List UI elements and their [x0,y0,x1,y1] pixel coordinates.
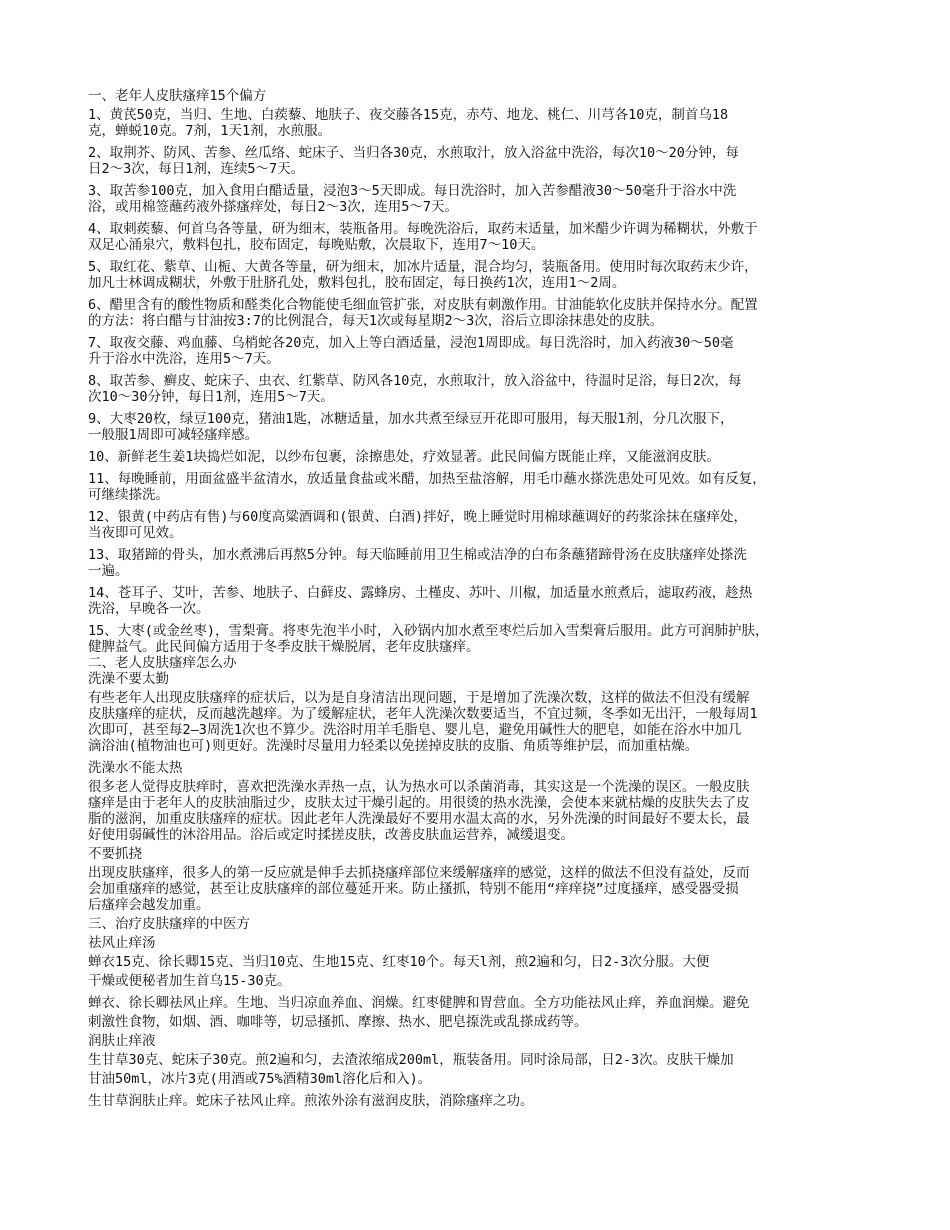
section-heading: 一、老年人皮肤瘙痒15个偏方 [88,88,267,104]
subheading: 润肤止痒液 [88,1033,156,1049]
text-line: 11、每晚睡前，用面盆盛半盆清水，放适量食盐或米醋，加热至盐溶解，用毛巾蘸水搽洗患处可见效。如有反复， [88,471,766,487]
text-line: 蝉衣、徐长卿祛风止痒。生地、当归凉血养血、润燥。红枣健脾和胃营血。全方功能祛风止痒，养血润燥。避免 [88,995,750,1011]
text-line: 浴，或用棉签蘸药液外搽瘙痒处，每日2～3次，连用5～7天。 [88,199,459,215]
text-line: 4、取刺蒺藜、何首乌各等量，研为细末，装瓶备用。每晚洗浴后，取药末适量，加米醋少许调为稀糊状，外敷于 [88,221,758,237]
text-line: 加凡士林调成糊状，外敷于肚脐孔处，敷料包扎，胶布固定，每日换药1次，连用1～2周。 [88,275,626,291]
section-2 [88,655,860,913]
subheading: 不要抓挠 [88,846,142,862]
text-line: 5、取红花、紫草、山栀、大黄各等量，研为细末，加冰片适量，混合均匀，装瓶备用。使用时每次取药末少许， [88,259,758,275]
text-line: 9、大枣20枚，绿豆100克，猪油1匙，冰糖适量，加水共煮至绿豆开花即可服用，每天服1剂，分几次服下， [88,411,734,427]
text-line: 健脾益气。此民间偏方适用于冬季皮肤干燥脱屑，老年皮肤瘙痒。 [88,639,480,655]
text-line: 可继续搽洗。 [88,487,169,503]
section-heading: 三、治疗皮肤瘙痒的中医方 [88,916,250,932]
text-line: 生甘草30克、蛇床子30克。煎2遍和匀，去渣浓缩成200ml，瓶装备用。同时涂局部，日2-3次。皮肤干燥加 [88,1052,734,1068]
text-line: 当夜即可见效。 [88,525,183,541]
text-line: 的方法：将白醋与甘油按3:7的比例混合，每天1次或每星期2～3次，浴后立即涂抹患处的皮肤。 [88,313,664,329]
text-line: 脂的滋润，加重皮肤瘙痒的症状。因此老年人洗澡最好不要用水温太高的水，另外洗澡的时间最好不要太长，最 [88,811,750,827]
document-page [88,88,860,1109]
text-line: 克，蝉蜕10克。7剂，1天1剂，水煎服。 [88,123,332,139]
section-3 [88,916,860,1109]
text-line: 双足心涌泉穴，敷料包扎，胶布固定，每晚贴敷，次晨取下，连用7～10天。 [88,237,545,253]
text-line: 8、取苦参、癣皮、蛇床子、虫衣、红紫草、防风各10克，水煎取汁，放入浴盆中，待温时足浴，每日2次，每 [88,373,742,389]
section-heading: 二、老人皮肤瘙痒怎么办 [88,655,237,671]
text-line: 干燥或便秘者加生首乌15-30克。 [88,973,291,989]
text-line: 刺激性食物，如烟、酒、咖啡等，切忌搔抓、摩擦、热水、肥皂揼洗或乱搽成药等。 [88,1014,588,1030]
text-line: 滴浴油(植物油也可)则更好。洗澡时尽量用力轻柔以免搓掉皮肤的皮脂、角质等维护层，而加重枯燥。 [88,738,699,754]
section-1 [88,88,860,655]
text-line: 后瘙痒会越发加重。 [88,897,210,913]
text-line: 3、取苦参100克，加入食用白醋适量，浸泡3～5天即成。每日洗浴时，加入苦参醋液30～50毫升于浴水中洗 [88,183,737,199]
text-line: 次10～30分钟，每日1剂，连用5～7天。 [88,389,334,405]
text-line: 会加重瘙痒的感觉，甚至让皮肤瘙痒的部位蔓延开来。防止搔抓，特别不能用“痒痒挠”过度搔痒，感受器受损 [88,881,739,897]
subheading: 洗澡不要太勤 [88,671,169,687]
text-line: 很多老人觉得皮肤痒时，喜欢把洗澡水弄热一点，认为热水可以杀菌消毒，其实这是一个洗澡的误区。一般皮肤 [88,779,750,795]
text-line: 出现皮肤瘙痒，很多人的第一反应就是伸手去抓挠瘙痒部位来缓解瘙痒的感觉，这样的做法不但没有益处，反而 [88,865,750,881]
text-line: 15、大枣(或金丝枣)，雪梨膏。将枣先泡半小时，入砂锅内加水煮至枣烂后加入雪梨膏后服用。此方可润肺护肤， [88,623,769,639]
text-line: 一般服1周即可减轻瘙痒感。 [88,427,259,443]
text-line: 皮肤瘙痒的症状，反而越洗越痒。为了缓解症状，老年人洗澡次数要适当，不宜过频，冬季如无出汗，一般每周1 [88,706,758,722]
subheading: 洗澡水不能太热 [88,760,183,776]
text-line: 12、银黄(中药店有售)与60度高粱酒调和(银黄、白酒)拌好，晚上睡觉时用棉球蘸调好的药浆涂抹在瘙痒处， [88,509,748,525]
text-line: 好使用弱碱性的沐浴用品。浴后或定时揉搓皮肤，改善皮肤血运营养，减缓退变。 [88,827,574,843]
text-line: 一遍。 [88,563,129,579]
text-line: 洗浴，早晚各一次。 [88,601,210,617]
text-line: 有些老年人出现皮肤瘙痒的症状后，以为是自身清洁出现问题，于是增加了洗澡次数，这样的做法不但没有缓解 [88,690,750,706]
text-line: 瘙痒是由于老年人的皮肤油脂过少，皮肤太过干燥引起的。用很烫的热水洗澡，会使本来就枯燥的皮肤失去了皮 [88,795,750,811]
text-line: 2、取荆芥、防风、苦参、丝瓜络、蛇床子、当归各30克，水煎取汁，放入浴盆中洗浴，每次10～20分钟，每 [88,145,739,161]
text-line: 甘油50ml，冰片3克(用酒或75%酒精30ml溶化后和入)。 [88,1071,432,1087]
text-line: 13、取猪蹄的骨头，加水煮沸后再熬5分钟。每天临睡前用卫生棉或洁净的白布条蘸猪蹄骨汤在皮肤瘙痒处搽洗 [88,547,747,563]
text-line: 蝉衣15克、徐长卿15克、当归10克、生地15克、红枣10个。每天l剂，煎2遍和匀，日2-3次分服。大便 [88,954,710,970]
text-line: 升于浴水中洗浴，连用5～7天。 [88,351,280,367]
text-line: 日2～3次，每日1剂，连续5～7天。 [88,161,305,177]
text-line: 次即可，甚至每2—3周洗1次也不算少。洗浴时用羊毛脂皂、婴儿皂，避免用碱性大的肥皂，如能在浴水中加几 [88,722,742,738]
text-line: 1、黄芪50克，当归、生地、白蒺藜、地肤子、夜交藤各15克，赤芍、地龙、桃仁、川芎各10克，制首乌18 [88,107,729,123]
text-line: 7、取夜交藤、鸡血藤、乌梢蛇各20克，加入上等白酒适量，浸泡1周即成。每日洗浴时，加入药液30～50毫 [88,335,734,351]
subheading: 祛风止痒汤 [88,935,156,951]
text-line: 生甘草润肤止痒。蛇床子祛风止痒。煎浓外涂有滋润皮肤，消除瘙痒之功。 [88,1093,534,1109]
text-line: 6、醋里含有的酸性物质和醛类化合物能使毛细血管扩张，对皮肤有刺激作用。甘油能软化皮肤并保持水分。配置 [88,297,758,313]
text-line: 10、新鲜老生姜1块捣烂如泥，以纱布包裹，涂擦患处，疗效显著。此民间偏方既能止痒，又能滋润皮肤。 [88,449,720,465]
text-line: 14、苍耳子、艾叶，苦参、地肤子、白藓皮、露蜂房、土槿皮、苏叶、川椒，加适量水煎煮后，滤取药液，趁热 [88,585,753,601]
